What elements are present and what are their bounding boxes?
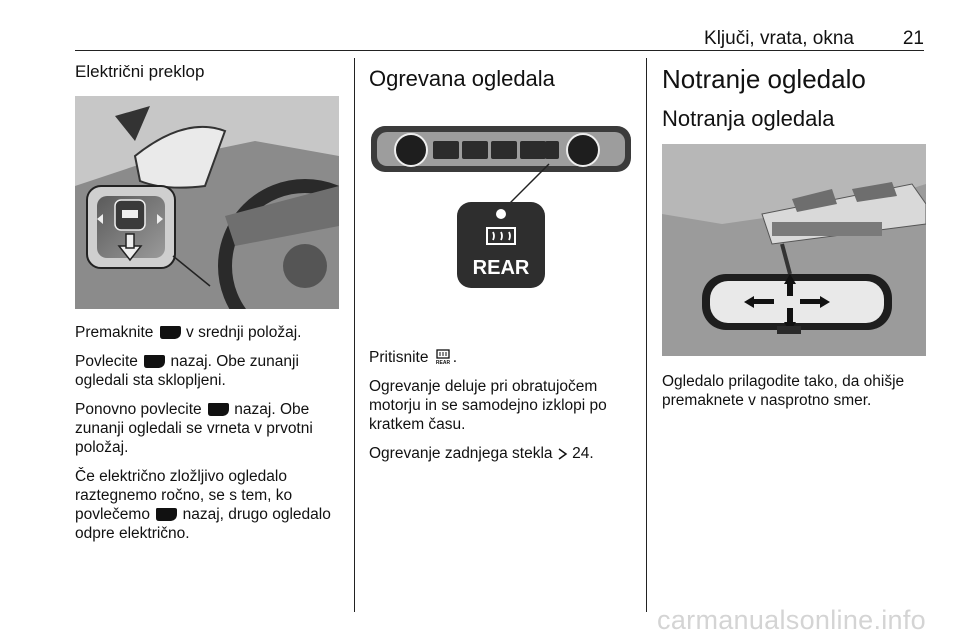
column-heated-mirrors xyxy=(369,62,637,473)
mirror-switch-icon xyxy=(142,353,166,369)
page-header xyxy=(75,26,924,51)
page-number: 21 xyxy=(902,28,924,49)
svg-text:REAR: REAR xyxy=(435,360,450,365)
section-heading-interior-mirror: Notranje ogledalo xyxy=(662,64,866,94)
paragraph-adjust-mirror: Ogledalo prilagodite tako, da ohišje premaknete v nasprotno smer. xyxy=(662,373,905,409)
mirror-switch-icon xyxy=(154,506,178,522)
rear-defrost-icon xyxy=(433,349,453,365)
paragraph-2: Povlecite nazaj. Obe zunanji ogledali sta sklopljeni. xyxy=(75,353,299,389)
rear-button-label: REAR xyxy=(472,257,530,279)
column-electric-fold xyxy=(75,62,343,553)
paragraph-heating-operation: Ogrevanje deluje pri obratujočem motorju in se samodejno izklopi po kratkem času. xyxy=(369,378,607,433)
subheading-interior-mirrors: Notranja ogledala xyxy=(662,106,835,131)
column-divider-2 xyxy=(646,58,647,612)
watermark: carmanualsonline.info xyxy=(657,605,926,635)
section-heading-electric-fold: Električni preklop xyxy=(75,62,205,81)
paragraph-4: Če električno zložljivo ogledalo raztegnemo ročno, se s tem, ko povlečemo nazaj, drugo ogledalo odpre električno. xyxy=(75,468,331,542)
header-title: Ključi, vrata, okna xyxy=(704,28,854,49)
figure-interior-mirror xyxy=(662,144,926,356)
mirror-switch-icon xyxy=(158,324,182,340)
paragraph-1: Premaknite v srednji položaj. xyxy=(75,324,302,341)
page-reference-icon xyxy=(557,447,568,461)
paragraph-rear-window-ref: Ogrevanje zadnjega stekla 24. xyxy=(369,445,594,462)
mirror-switch-icon xyxy=(206,401,230,417)
figure-climate-panel xyxy=(369,114,633,314)
paragraph-press: Pritisnite REAR . xyxy=(369,349,458,366)
column-interior-mirror xyxy=(662,62,930,420)
column-divider-1 xyxy=(354,58,355,612)
section-heading-heated-mirrors: Ogrevana ogledala xyxy=(369,66,555,91)
paragraph-3: Ponovno povlecite nazaj. Obe zunanji ogledali se vrneta v prvotni položaj. xyxy=(75,401,313,456)
figure-mirror-switch xyxy=(75,96,339,309)
